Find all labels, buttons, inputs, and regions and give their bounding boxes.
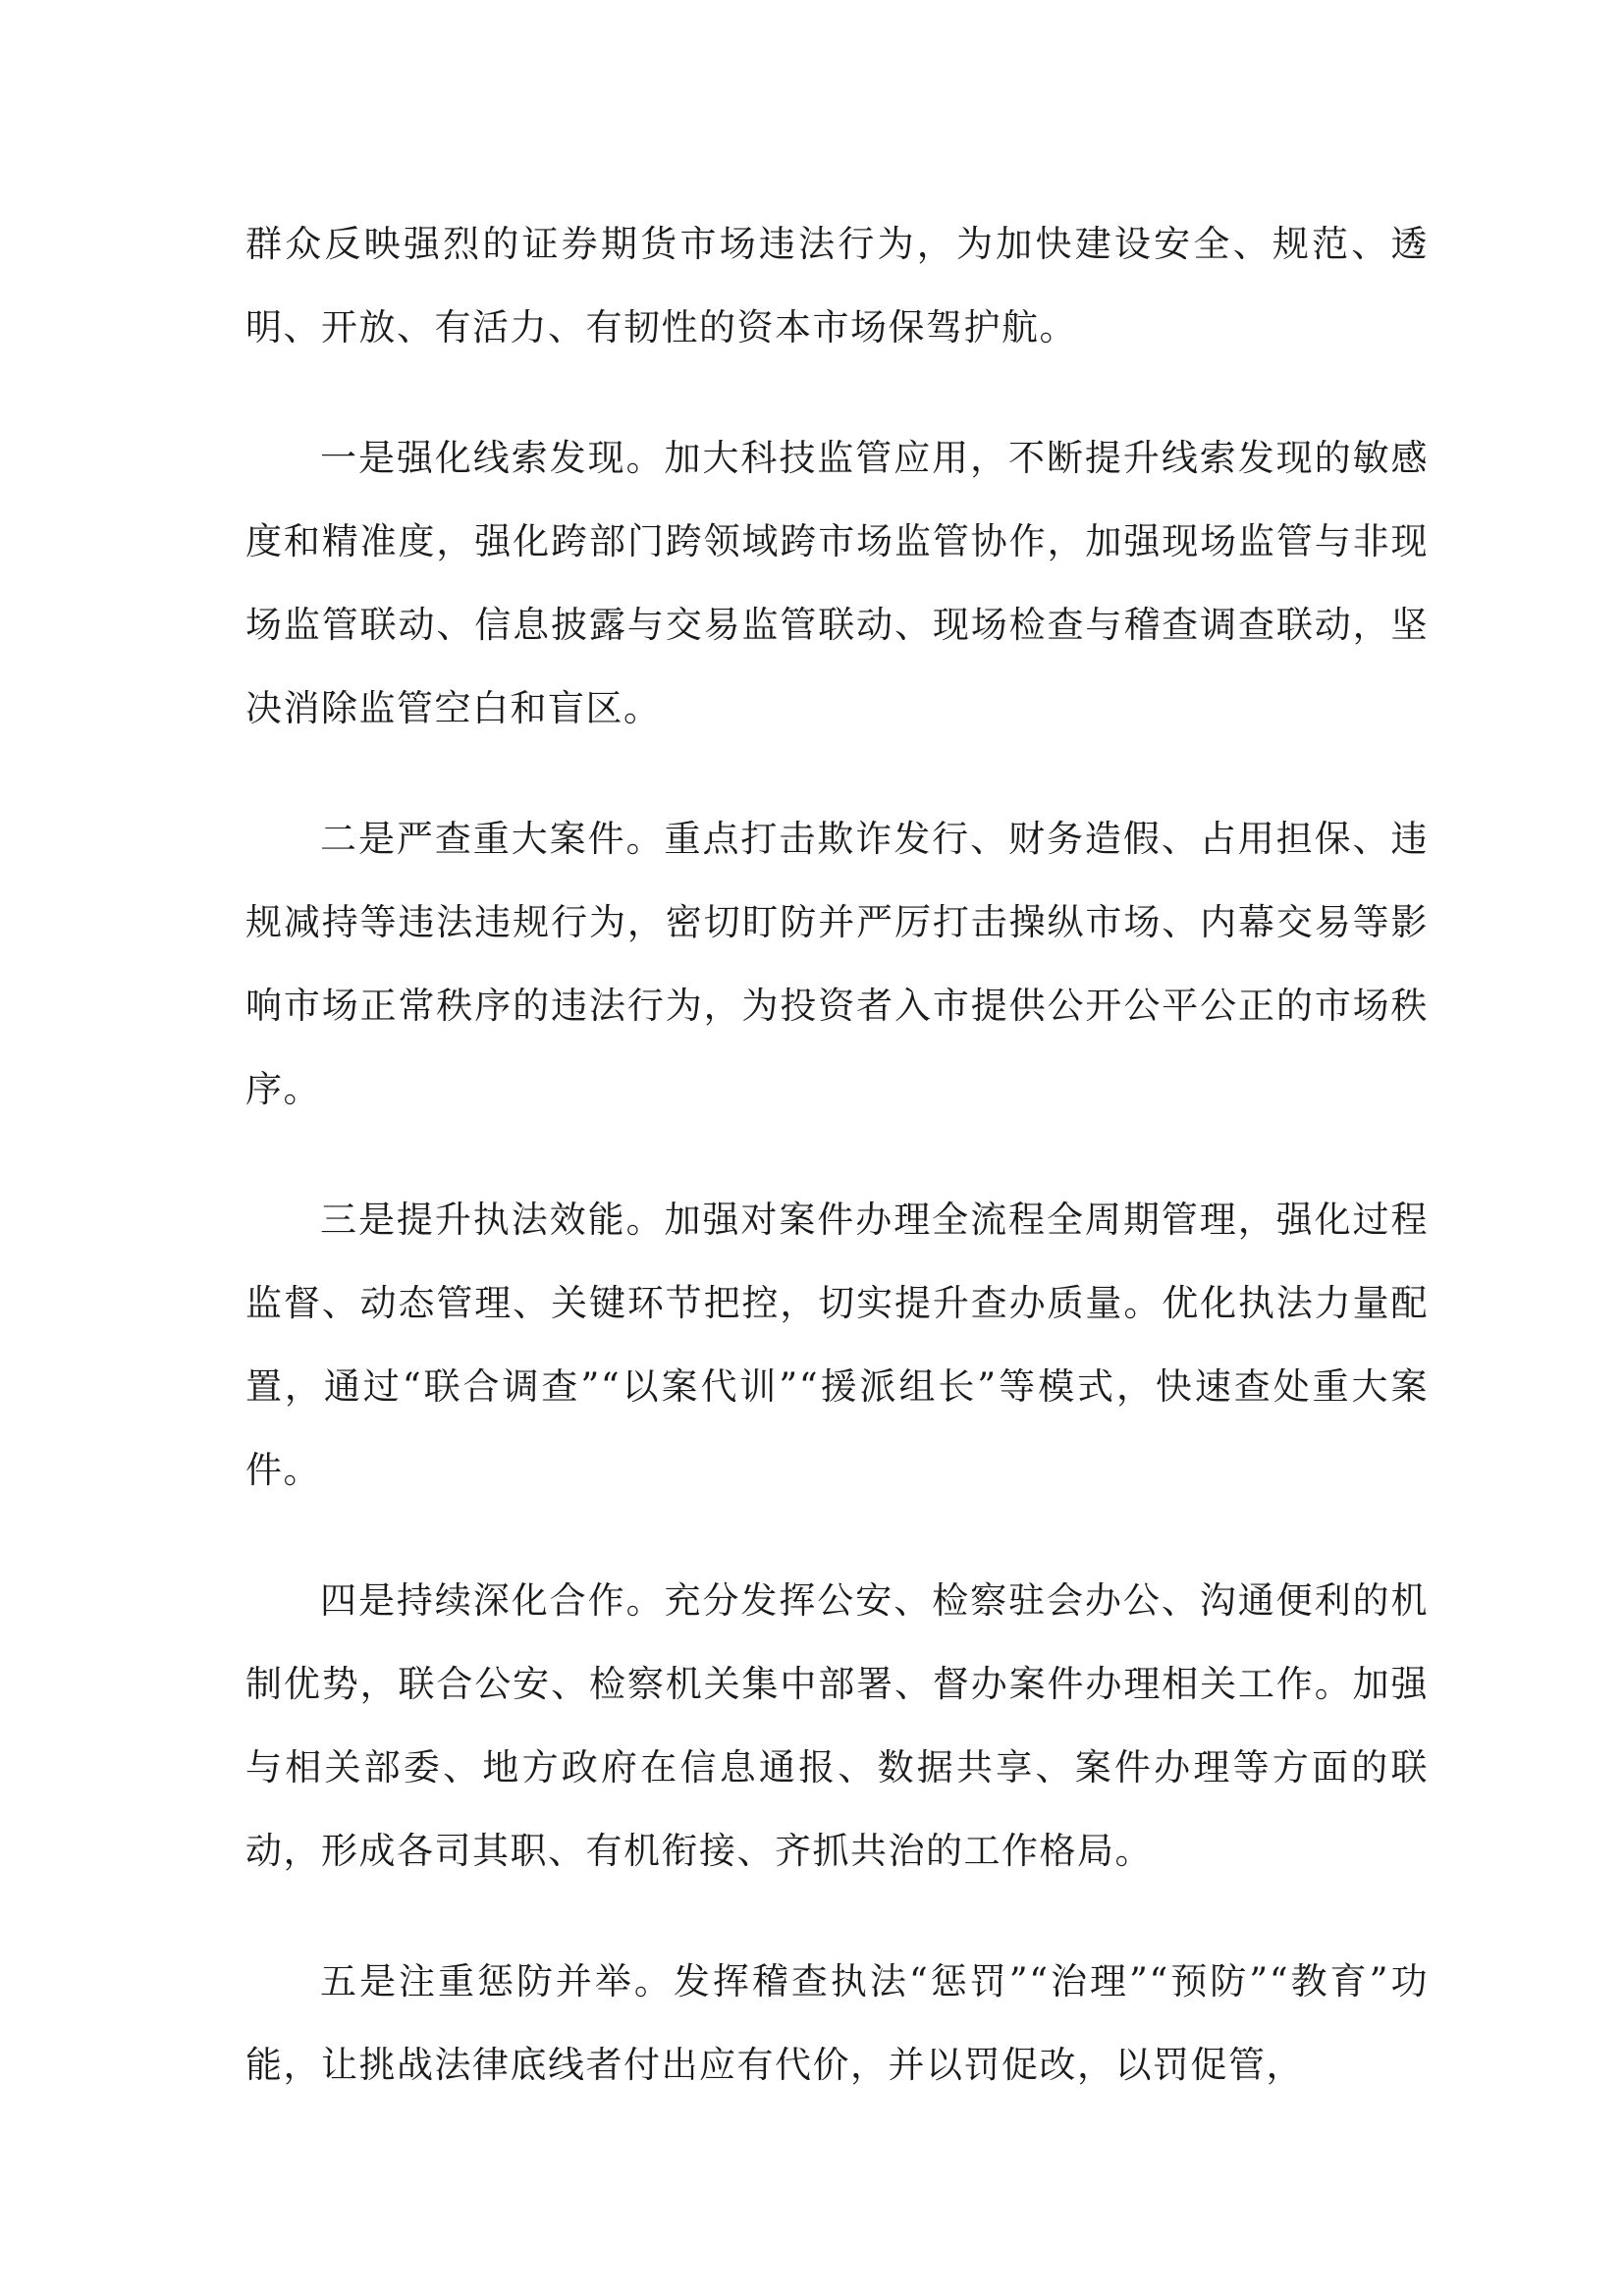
document-body bbox=[245, 202, 1429, 2107]
paragraph-clue-discovery: 一是强化线索发现。加大科技监管应用，不断提升线索发现的敏感度和精准度，强化跨部门跨领域跨市场监管协作，加强现场监管与非现场监管联动、信息披露与交易监管联动、现场检查与稽查调查联动，坚决消除监管空白和盲区。 bbox=[245, 437, 1429, 729]
paragraph-major-cases: 二是严查重大案件。重点打击欺诈发行、财务造假、占用担保、违规减持等违法违规行为，密切盯防并严厉打击操纵市场、内幕交易等影响市场正常秩序的违法行为，为投资者入市提供公开公平公正的市场秩序。 bbox=[245, 818, 1429, 1110]
paragraph-continuation: 群众反映强烈的证券期货市场违法行为，为加快建设安全、规范、透明、开放、有活力、有韧性的资本市场保驾护航。 bbox=[245, 223, 1429, 348]
paragraph-enforcement-efficiency: 三是提升执法效能。加强对案件办理全流程全周期管理，强化过程监督、动态管理、关键环节把控，切实提升查办质量。优化执法力量配置，通过“联合调查”“以案代训”“援派组长”等模式，快速查处重大案件。 bbox=[245, 1199, 1429, 1491]
paragraph-cooperation: 四是持续深化合作。充分发挥公安、检察驻会办公、沟通便利的机制优势，联合公安、检察机关集中部署、督办案件办理相关工作。加强与相关部委、地方政府在信息通报、数据共享、案件办理等方面的联动，形成各司其职、有机衔接、齐抓共治的工作格局。 bbox=[245, 1579, 1429, 1872]
paragraph-punishment-prevention: 五是注重惩防并举。发挥稽查执法“惩罚”“治理”“预防”“教育”功能，让挑战法律底线者付出应有代价，并以罚促改，以罚促管， bbox=[245, 1960, 1429, 2086]
